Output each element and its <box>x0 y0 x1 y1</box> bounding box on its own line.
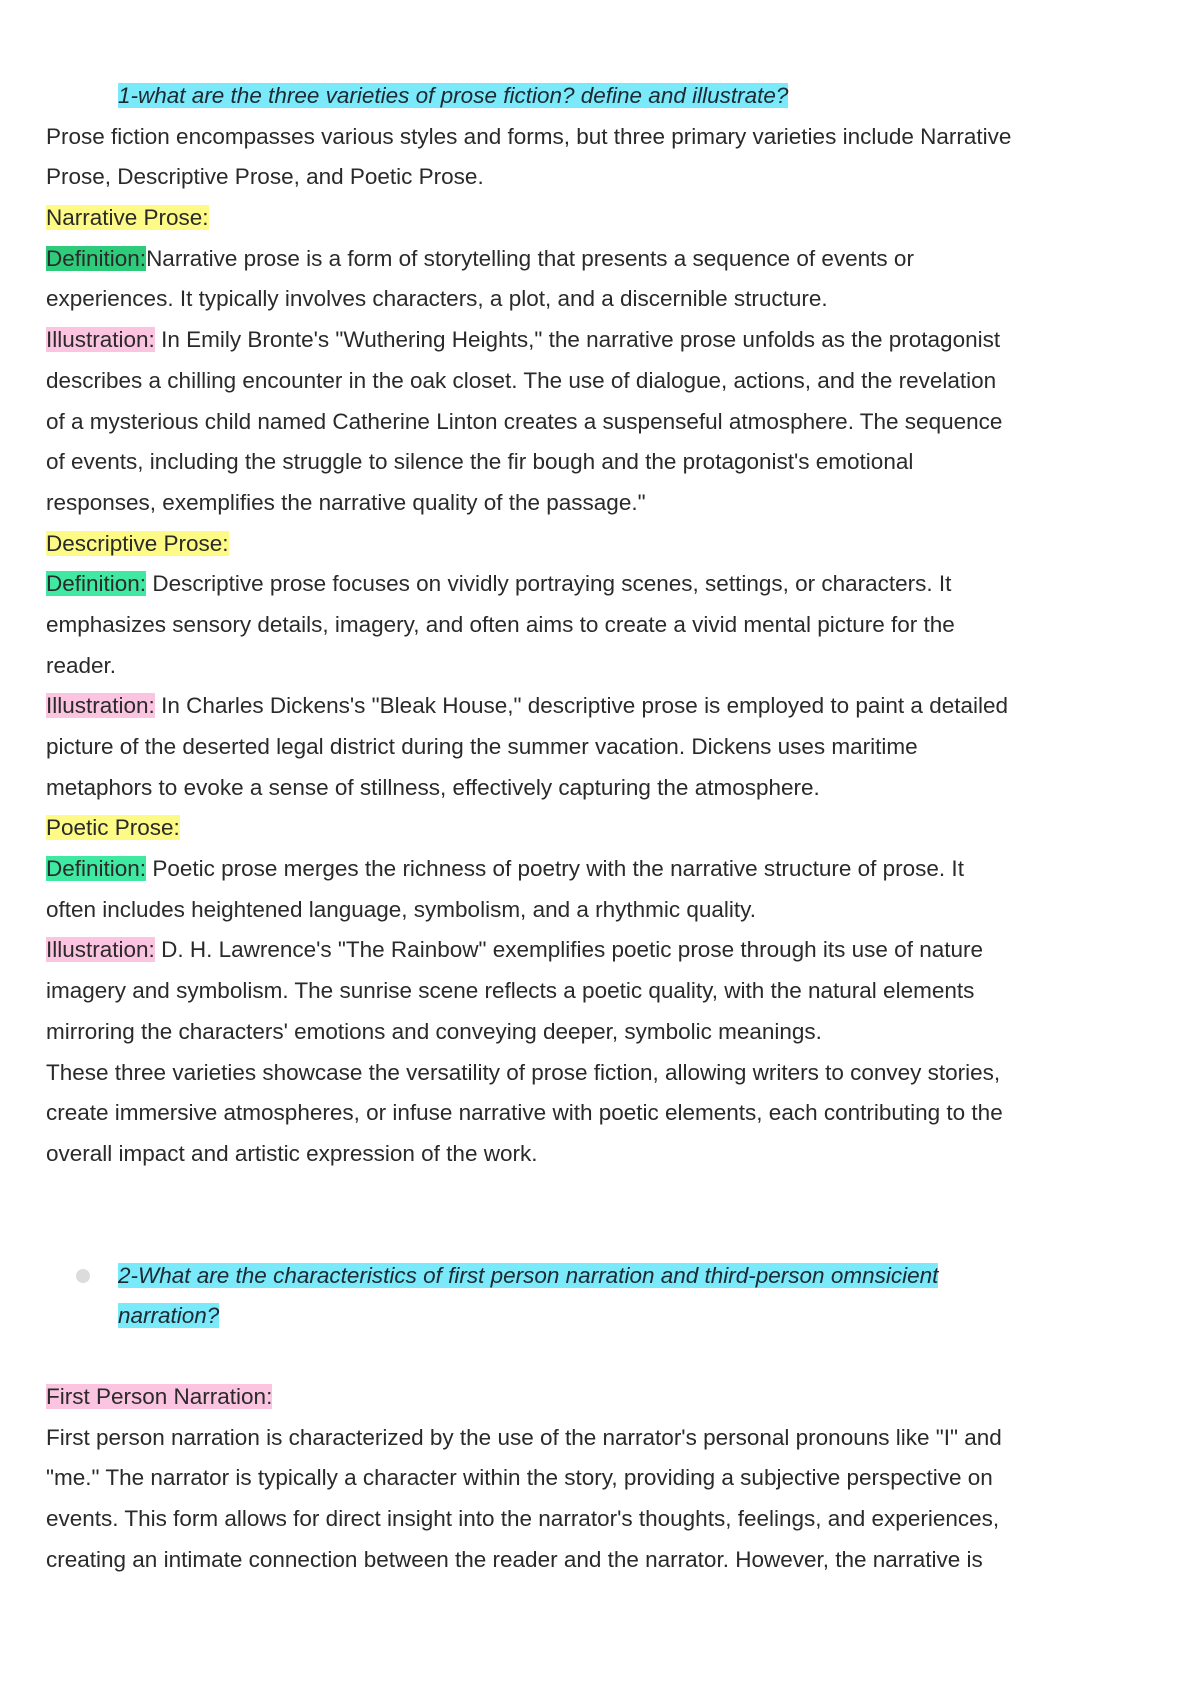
illustration-text: describes a chilling encounter in the oak closet. The use of dialogue, actions, and the revelation <box>46 367 997 393</box>
section-heading-descriptive <box>46 524 1166 565</box>
question-2-title-cont: narration? <box>118 1303 220 1329</box>
question-1-line <box>46 76 1166 117</box>
poetic-definition-line <box>46 849 1166 890</box>
question-2-title: 2-What are the characteristics of first person narration and third-person omnsicient <box>118 1262 939 1288</box>
first-person-line: First person narration is characterized by the use of the narrator's personal pronouns like "I" and <box>46 1424 1002 1450</box>
conclusion-line: overall impact and artistic expression of the work. <box>46 1140 538 1166</box>
descriptive-illustration-line <box>46 686 1166 727</box>
definition-text: experiences. It typically involves characters, a plot, and a discernible structure. <box>46 286 828 312</box>
definition-text: Poetic prose merges the richness of poetry with the narrative structure of prose. It <box>146 856 964 882</box>
illustration-label: Illustration: <box>46 327 155 353</box>
descriptive-definition-line <box>46 564 1166 605</box>
definition-label: Definition: <box>46 571 147 597</box>
intro-line: Prose fiction encompasses various styles and forms, but three primary varieties include Narrative <box>46 123 1012 149</box>
illustration-text: of events, including the struggle to silence the fir bough and the protagonist's emotional <box>46 449 914 475</box>
question-1-title: 1-what are the three varieties of prose fiction? define and illustrate? <box>118 83 789 108</box>
first-person-heading: First Person Narration: <box>46 1383 273 1409</box>
definition-label: Definition: <box>46 856 147 882</box>
poetic-heading: Poetic Prose: <box>46 815 180 841</box>
first-person-line: creating an intimate connection between the reader and the narrator. However, the narrative is <box>46 1546 983 1572</box>
descriptive-heading: Descriptive Prose: <box>46 530 229 556</box>
poetic-illustration-line <box>46 930 1166 971</box>
definition-text: Narrative prose is a form of storytelling that presents a sequence of events or <box>146 245 914 271</box>
first-person-line: events. This form allows for direct insight into the narrator's thoughts, feelings, and experiences, <box>46 1506 1000 1531</box>
illustration-label: Illustration: <box>46 937 155 963</box>
section-heading-first-person <box>46 1377 1166 1418</box>
illustration-text: In Emily Bronte's "Wuthering Heights," the narrative prose unfolds as the protagonist <box>154 327 1001 353</box>
illustration-label: Illustration: <box>46 693 155 719</box>
illustration-text: imagery and symbolism. The sunrise scene reflects a poetic quality, with the natural elements <box>46 978 975 1004</box>
spacer <box>46 1175 1166 1256</box>
section-heading-narrative <box>46 198 1166 239</box>
conclusion-line: These three varieties showcase the versatility of prose fiction, allowing writers to convey stories, <box>46 1059 1001 1085</box>
illustration-text: of a mysterious child named Catherine Linton creates a suspenseful atmosphere. The sequence <box>46 408 1003 434</box>
section-heading-poetic <box>46 808 1166 849</box>
spacer <box>46 1337 1166 1377</box>
narrative-illustration-line <box>46 320 1166 361</box>
illustration-text: mirroring the characters' emotions and conveying deeper, symbolic meanings. <box>46 1018 822 1044</box>
definition-text: reader. <box>46 652 117 678</box>
conclusion-line: create immersive atmospheres, or infuse narrative with poetic elements, each contributing to the <box>46 1100 1003 1126</box>
illustration-text: responses, exemplifies the narrative quality of the passage." <box>46 489 646 515</box>
narrative-heading: Narrative Prose: <box>46 205 209 231</box>
illustration-text: In Charles Dickens's "Bleak House," descriptive prose is employed to paint a detailed <box>154 693 1009 719</box>
document-page <box>46 76 1166 1580</box>
question-2-line <box>46 1256 1166 1297</box>
definition-text: often includes heightened language, symbolism, and a rhythmic quality. <box>46 896 757 922</box>
definition-text: emphasizes sensory details, imagery, and often aims to create a vivid mental picture for the <box>46 611 955 637</box>
bullet-icon <box>76 1269 90 1283</box>
question-2-line <box>46 1296 1166 1337</box>
narrative-definition-line <box>46 239 1166 280</box>
definition-label: Definition: <box>46 245 147 271</box>
illustration-text: metaphors to evoke a sense of stillness, effectively capturing the atmosphere. <box>46 774 820 800</box>
illustration-text: picture of the deserted legal district during the summer vacation. Dickens uses maritime <box>46 734 918 759</box>
first-person-line: "me." The narrator is typically a character within the story, providing a subjective perspective on <box>46 1465 993 1491</box>
illustration-text: D. H. Lawrence's "The Rainbow" exemplifies poetic prose through its use of nature <box>154 937 983 963</box>
definition-text: Descriptive prose focuses on vividly portraying scenes, settings, or characters. It <box>146 571 952 597</box>
intro-line: Prose, Descriptive Prose, and Poetic Prose. <box>46 164 484 190</box>
